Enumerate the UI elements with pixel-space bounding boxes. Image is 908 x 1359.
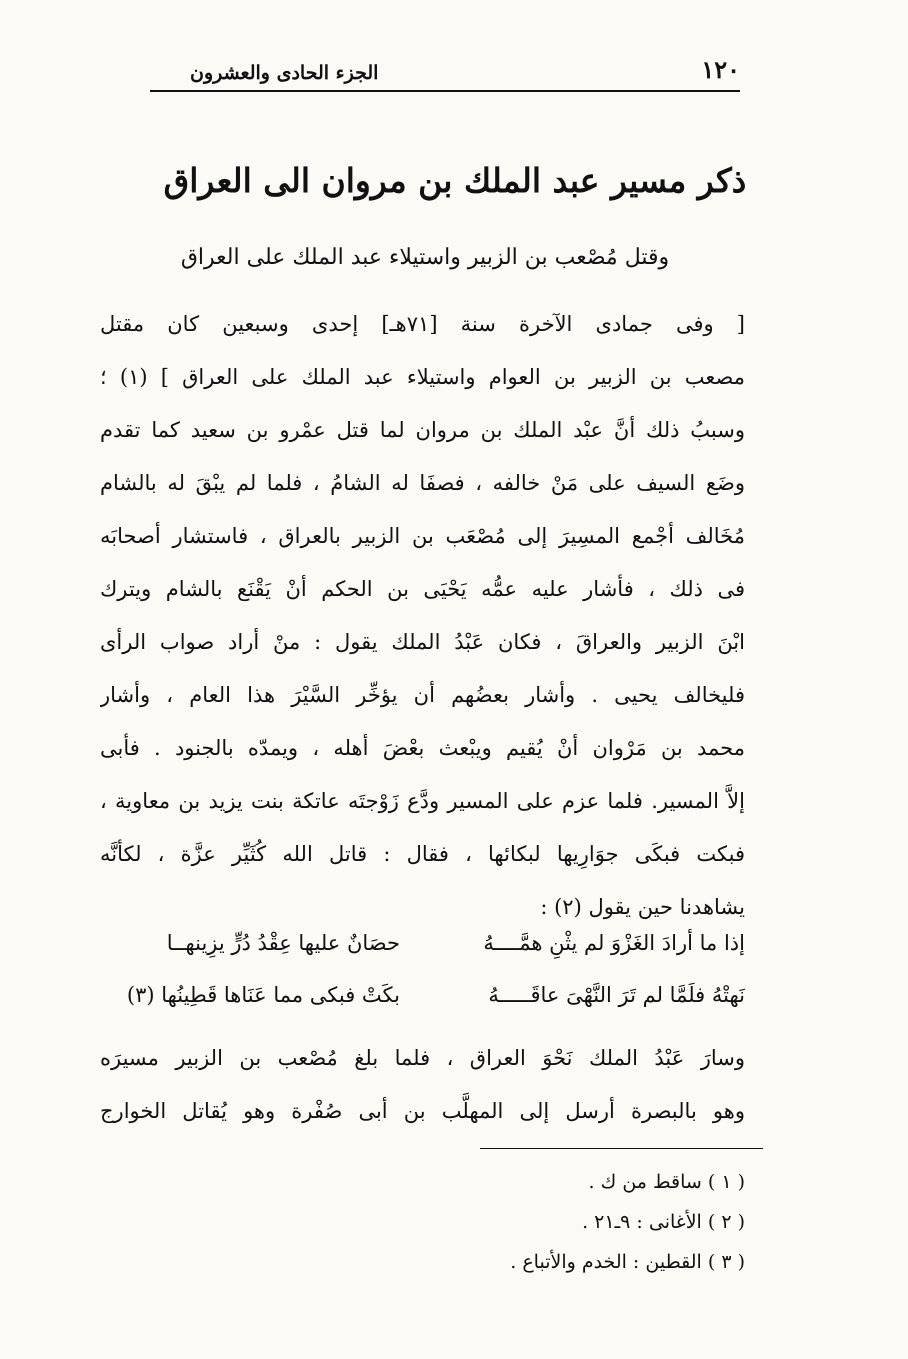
verse-first-hemistich: إذا ما أرادَ الغَزْوَ لم يثْنِ همَّــــهُ <box>483 931 745 955</box>
body-text <box>100 298 745 934</box>
text-line: يشاهدنا حين يقول (٢) : <box>540 895 745 919</box>
page-header <box>150 52 740 92</box>
chapter-title: ذكر مسير عبد الملك بن مروان الى العراق <box>163 161 747 200</box>
text-line: ابْنَ الزبير والعراقَ ، فكان عَبْدُ الملك يقول : منْ أراد صواب الرأى <box>100 630 745 654</box>
text-line: فبكت فبكَى جوَارِيها لبكائها ، فقال : قاتل الله كُثَيِّر عزَّة ، لكأنَّه <box>100 842 745 866</box>
footnotes <box>420 1162 745 1282</box>
running-title: الجزء الحادى والعشرون <box>190 62 379 84</box>
poem-verse-2 <box>100 970 745 1020</box>
text-line: محمد بن مَرْوان أنْ يُقيم ويبْعث بعْضَ أهله ، ويمدّه بالجنود . فأبى <box>100 736 745 760</box>
page-number: ١٢٠ <box>701 55 740 84</box>
poem-verse-1 <box>100 918 745 968</box>
body-text-continued <box>100 1032 745 1138</box>
text-line: وهو بالبصرة أرسل إلى المهلَّب بن أبى صُفْرة وهو يُقاتل الخوارج <box>100 1099 745 1123</box>
text-line: وسارَ عَبْدُ الملك نَحْوَ العراق ، فلما بلغ مُصْعب بن الزبير مسيرَه <box>100 1046 745 1070</box>
text-line: فليخالف يحيى . وأشار بعضُهم أن يؤخِّر السَّيْرَ هذا العام ، وأشار <box>100 683 745 707</box>
text-line: فى ذلك ، فأشار عليه عمُّه يَحْيَى بن الحكم أنْ يَقْنَع بالشام ويترك <box>100 577 745 601</box>
text-line: وسببُ ذلك أنَّ عبْد الملك بن مروان لما قتل عمْرو بن سعيد كما تقدم <box>100 418 745 442</box>
footnote-divider <box>480 1148 763 1149</box>
verse-second-hemistich: بكَتْ فبكى مما عَنَاها قَطِينُها (٣) <box>126 983 400 1007</box>
text-line: وضَع السيف على مَنْ خالفه ، فصفَا له الشامُ ، فلما لم يبْقَ له بالشام <box>100 471 745 495</box>
footnote: ( ٢ ) الأغانى : ٩ـ٢١ . <box>582 1211 745 1233</box>
chapter-subtitle: وقتل مُصْعب بن الزبير واستيلاء عبد الملك على العراق <box>180 245 670 270</box>
text-line: مُخَالف أجْمع المسِيرَ إلى مُصْعَب بن الزبير بالعراق ، فاستشار أصحابَه <box>100 524 745 548</box>
verse-second-hemistich: حصَانٌ عليها عِقْدُ دُرٍّ يزِينهــا <box>166 931 400 955</box>
text-line: مصعب بن الزبير بن العوام واستيلاء عبد الملك على العراق ] (١) ؛ <box>100 365 745 389</box>
verse-first-hemistich: نَهتْهُ فلَمَّا لم تَرَ النَّهْىَ عاقَـــــهُ <box>488 983 745 1007</box>
text-line: [ وفى جمادى الآخرة سنة [٧١هـ] إحدى وسبعين كان مقتل <box>100 312 745 336</box>
footnote: ( ٣ ) القطين : الخدم والأتباع . <box>510 1251 745 1273</box>
footnote: ( ١ ) ساقط من ك . <box>588 1171 745 1193</box>
text-line: إلاَّ المسير. فلما عزم على المسير ودَّع زَوْجتَه عاتكة بنت يزيد بن معاوية ، <box>100 789 745 813</box>
